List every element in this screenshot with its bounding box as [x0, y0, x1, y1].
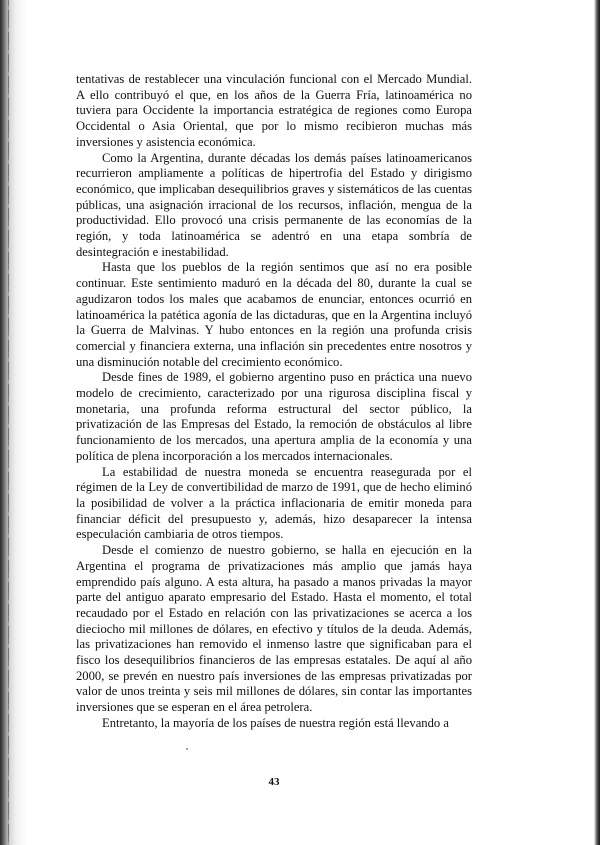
page-body	[76, 72, 472, 732]
paragraph: Desde fines de 1989, el gobierno argentino puso en práctica una nuevo modelo de crecimiento, caracterizado por una rigurosa disciplina fiscal y monetaria, una profunda reforma estructural del sector público, la privatización de las Empresas del Estado, la remoción de obstáculos al libre funcionamiento de los mercados, una apertura amplia de la economía y una política de plena incorporación a los mercados internacionales.	[76, 370, 472, 463]
paragraph: La estabilidad de nuestra moneda se encuentra reasegurada por el régimen de la Ley de convertibilidad de marzo de 1991, que de hecho eliminó la posibilidad de volver a la práctica inflacionaria de emitir moneda para financiar déficit del presupuesto y, además, hizo desaparecer la intensa especulación cambiaria de otros tiempos.	[76, 464, 472, 542]
paragraph: Hasta que los pueblos de la región sentimos que así no era posible continuar. Este sentimiento maduró en la década del 80, durante la cual se agudizaron todos los males que acabamos de enunciar, entonces ocurrió en latinoamérica la patética agonía de las dictaduras, que en la Argentina incluyó la Guerra de Malvinas. Y hubo entonces en la región una profunda crisis comercial y financiera externa, una inflación sin precedentes entre nosotros y una disminución notable del crecimiento económico.	[76, 260, 472, 369]
scan-right-edge	[594, 0, 600, 845]
paragraph: Entretanto, la mayoría de los países de nuestra región está llevando a	[102, 715, 449, 730]
page-number: 43	[268, 776, 280, 788]
paragraph: Como la Argentina, durante décadas los demás países latinoamericanos recurrieron ampliamente a políticas de hipertrofia del Estado y dirigismo económico, que implicaban desequilibrios graves y sistemáticos de las cuentas públicas, una asignación irracional de los recursos, inflación, mengua de la productividad. Ello provocó una crisis permanente de las economías de la región, y toda latinoamérica se adentró en una etapa sombría de desintegración e inestabilidad.	[76, 150, 472, 259]
paragraph: Desde el comienzo de nuestro gobierno, se halla en ejecución en la Argentina el programa de privatizaciones más amplio que jamás haya emprendido país alguno. A esta altura, ha pasado a manos privadas la mayor parte del antiguo aparato empresario del Estado. Hasta el momento, el total recaudado por el Estado en relación con las privatizaciones se acerca a los dieciocho mil millones de dólares, en efectivo y títulos de la deuda. Además, las privatizaciones han removido el inmenso lastre que significaban para el fisco los desequilibrios financieros de las empresas estatales. De aquí al año 2000, se prevén en nuestro país inversiones de las empresas privatizadas por valor de unos treinta y seis mil millones de dólares, sin contar las importantes inversiones que se esperan en el área petrolera.	[76, 543, 472, 715]
paragraph: tentativas de restablecer una vinculación funcional con el Mercado Mundial. A ello contribuyó el que, en los años de la Guerra Fría, latinoamérica no tuviera para Occidente la importancia estratégica de regiones como Europa Occidental o Asia Oriental, que por lo mismo recibieron muchas más inversiones y asistencia económica.	[76, 72, 472, 149]
scan-binding-edge	[0, 0, 28, 845]
scan-speck	[186, 748, 188, 750]
scan-binding-shadow	[8, 0, 9, 845]
